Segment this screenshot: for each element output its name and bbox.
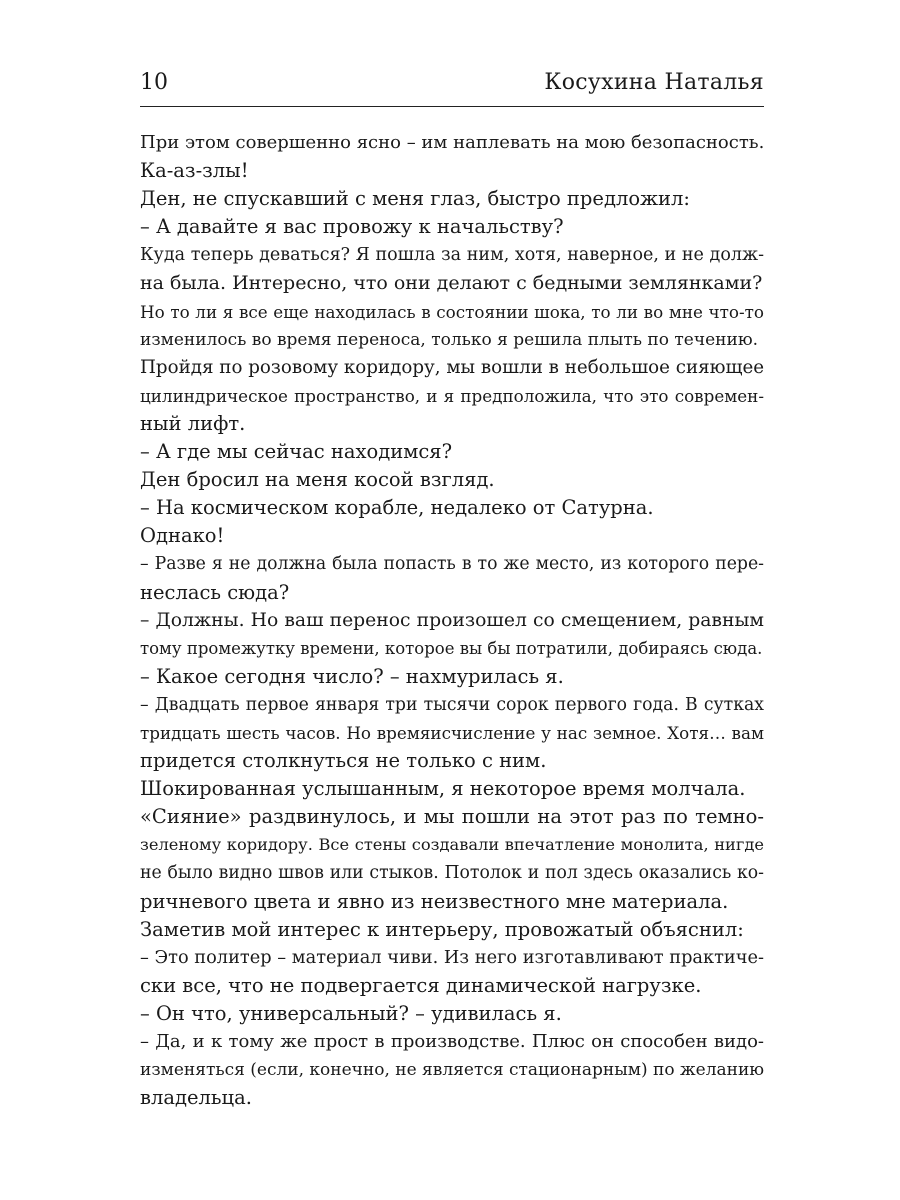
text-line: – На космическом корабле, недалеко от Сатурна. [140, 496, 654, 520]
text-line: Заметив мой интерес к интерьеру, провожатый объяснил: [140, 917, 744, 941]
text-line: Однако! [140, 524, 225, 548]
text-line: Ден, не спускавший с меня глаз, быстро предложил: [140, 187, 690, 211]
text-line: При этом совершенно ясно – им наплевать на мою безопасность. [140, 132, 765, 153]
text-line: Пройдя по розовому коридору, мы вошли в небольшое сияющее [140, 356, 765, 378]
text-line: не было видно швов или стыков. Потолок и пол здесь оказались ко- [140, 863, 764, 884]
text-line: «Сияние» раздвинулось, и мы пошли на этот раз по темно- [140, 805, 764, 829]
text-line: – Да, и к тому же прост в производстве. Плюс он способен видо- [140, 1031, 764, 1052]
text-line: тому промежутку времени, которое вы бы потратили, добираясь сюда. [140, 638, 763, 658]
header-rule [140, 106, 764, 107]
text-line: тридцать шесть часов. Но времяисчисление у нас земное. Хотя… вам [140, 722, 764, 743]
text-line: – Двадцать первое января три тысячи сорок первого года. В сутках [140, 694, 764, 715]
page-header [140, 68, 764, 104]
text-line: на была. Интересно, что они делают с бедными землянками? [140, 272, 763, 295]
text-line: – А где мы сейчас находимся? [140, 440, 453, 464]
text-line: – Это политер – материал чиви. Из него изготавливают практиче- [140, 947, 764, 968]
text-line: изменяться (если, конечно, не является стационарным) по желанию [140, 1060, 765, 1081]
page-number: 10 [140, 70, 168, 95]
text-line: зеленому коридору. Все стены создавали впечатление монолита, нигде [140, 835, 764, 855]
text-line: ный лифт. [140, 411, 246, 435]
text-line: владельца. [140, 1086, 252, 1110]
text-line: ричневого цвета и явно из неизвестного мне материала. [140, 889, 729, 913]
text-line: ски все, что не подвергается динамической нагрузке. [140, 973, 702, 997]
text-line: Ден бросил на меня косой взгляд. [140, 468, 495, 492]
text-line: придется столкнуться не только с ним. [140, 749, 547, 773]
text-line: неслась сюда? [140, 580, 290, 604]
text-line: – Какое сегодня число? – нахмурилась я. [140, 664, 564, 688]
running-title: Косухина Наталья [544, 70, 764, 95]
text-line: Но то ли я все еще находилась в состоянии шока, то ли во мне что-то [140, 301, 764, 322]
text-line: – Разве я не должна была попасть в то же место, из которого пере- [140, 554, 764, 575]
body-text [140, 129, 764, 1112]
text-line: Ка-аз-злы! [140, 159, 249, 183]
text-line: – А давайте я вас провожу к начальству? [140, 215, 564, 239]
text-line: изменилось во время переноса, только я решила плыть по течению. [140, 329, 759, 350]
text-line: – Он что, универсальный? – удивилась я. [140, 1001, 562, 1025]
text-line: – Должны. Но ваш перенос произошел со смещением, равным [140, 609, 764, 631]
text-line: цилиндрическое пространство, и я предположила, что это современ- [140, 385, 764, 406]
text-line: Куда теперь деваться? Я пошла за ним, хотя, наверное, и не долж- [140, 245, 764, 266]
text-line: Шокированная услышанным, я некоторое время молчала. [140, 777, 746, 801]
